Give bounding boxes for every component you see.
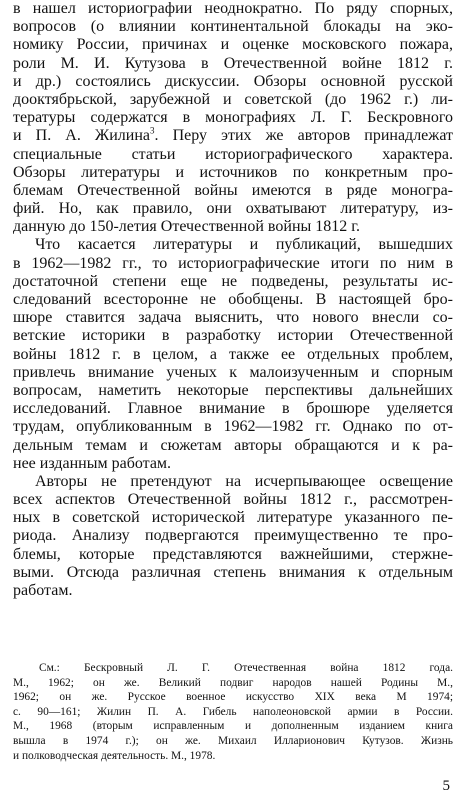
- text-line: дооктябрьской, зарубежной и советской (до 1962 г.) ли-: [13, 90, 453, 108]
- text-line: выми. Отсюда различная степень внимания к отдельным: [13, 563, 453, 581]
- text-line: блемы, которые представляются важнейшими, стержне-: [13, 545, 453, 563]
- text-line: привлечь внимание ученых к малоизученным и спорным: [13, 363, 453, 381]
- text-line: следований всесторонне не обобщены. В настоящей бро-: [13, 291, 453, 308]
- text-line: работам.: [13, 582, 73, 599]
- text-line: фий. Но, как правило, они охватывают литературу, из-: [13, 200, 453, 218]
- text-line: номику России, причинах и оценке московского пожара,: [13, 36, 453, 54]
- footnote-line: М., 1962; он же. Великий подвиг народов нашей Родины М.,: [13, 676, 453, 689]
- paragraph-1: [13, 0, 453, 236]
- footnote: [13, 661, 453, 763]
- text-line: нее изданным работам.: [13, 454, 172, 472]
- paragraph-3: [13, 473, 453, 600]
- footnote-line: с. 90—161; Жилин П. А. Гибель наполеоновской армии в России.: [13, 705, 453, 718]
- footnote-line: См.: Бескровный Л. Г. Отечественная война 1812 года.: [39, 662, 453, 674]
- text-line-with-footnote-ref: [13, 127, 453, 145]
- text-line: блемам Отечественной войны имеются в ряде моногра-: [13, 181, 453, 199]
- text-line: достаточной степени еще не подведены, результаты ис-: [13, 272, 453, 290]
- text-line: в 1962—1982 гг., то историографические итоги по ним в: [13, 254, 453, 272]
- text-line: тературы содержатся в монографиях Л. Г. Бескровного: [13, 109, 453, 127]
- page-number: 5: [442, 778, 450, 794]
- text-line: всех аспектов Отечественной войны 1812 г., рассмотрен-: [13, 491, 453, 509]
- text-line: в нашел историографии неоднократно. По ряду спорных,: [13, 0, 453, 17]
- footnote-reference: 3: [150, 125, 155, 136]
- text-line: войны 1812 г. в целом, а также ее отдельных проблем,: [13, 345, 453, 363]
- text-line: шюре ставится задача выяснить, что нового внесли со-: [13, 309, 453, 327]
- text-line: вопросам, наметить некоторые перспективы дальнейших: [13, 381, 453, 399]
- text-line: риода. Анализу подвергаются преимущественно те про-: [13, 527, 453, 545]
- main-text: [13, 0, 453, 600]
- footnote-line: вышла в 1974 г.); он же. Михаил Илларионович Кутузов. Жизнь: [13, 734, 453, 747]
- footnote-line: М., 1968 (вторым исправленным и дополненным изданием книга: [13, 720, 453, 733]
- text-line: Что касается литературы и публикаций, вышедших: [35, 236, 453, 254]
- text-line: ных в советской исторической литературе указанного пе-: [13, 509, 453, 527]
- paragraph-2: [13, 236, 453, 472]
- text-line: дельным темам и сюжетам авторы обращаются и к ра-: [13, 436, 453, 454]
- text-fragment: и П. А. Жилина: [13, 127, 150, 145]
- text-line: вопросов (о влиянии континентальной блокады на эко-: [13, 18, 453, 36]
- text-line: трудам, опубликованным в 1962—1982 гг. Однако по от-: [13, 418, 453, 436]
- text-line: Обзоры литературы и источников по конкретным про-: [13, 163, 453, 181]
- footnote-line: и полководческая деятельность. М., 1978.: [13, 749, 216, 762]
- text-line: и др.) состоялись дискуссии. Обзоры основной русской: [13, 72, 453, 90]
- text-line: специальные статьи историографического характера.: [13, 145, 453, 163]
- text-fragment: . Перу этих же авторов принадлежат: [154, 127, 454, 145]
- footnote-line: 1962; он же. Русское военное искусство XIX века М 1974;: [13, 691, 453, 704]
- text-line: ветские историки в разработку истории Отечественной: [13, 327, 453, 345]
- text-line: Авторы не претендуют на исчерпывающее освещение: [35, 472, 453, 490]
- text-line: исследований. Главное внимание в брошюре уделяется: [13, 400, 453, 418]
- text-line: данную до 150-летия Отечественной войны 1812 г.: [13, 218, 361, 236]
- text-line: роли М. И. Кутузова в Отечественной войне 1812 г.: [13, 54, 453, 72]
